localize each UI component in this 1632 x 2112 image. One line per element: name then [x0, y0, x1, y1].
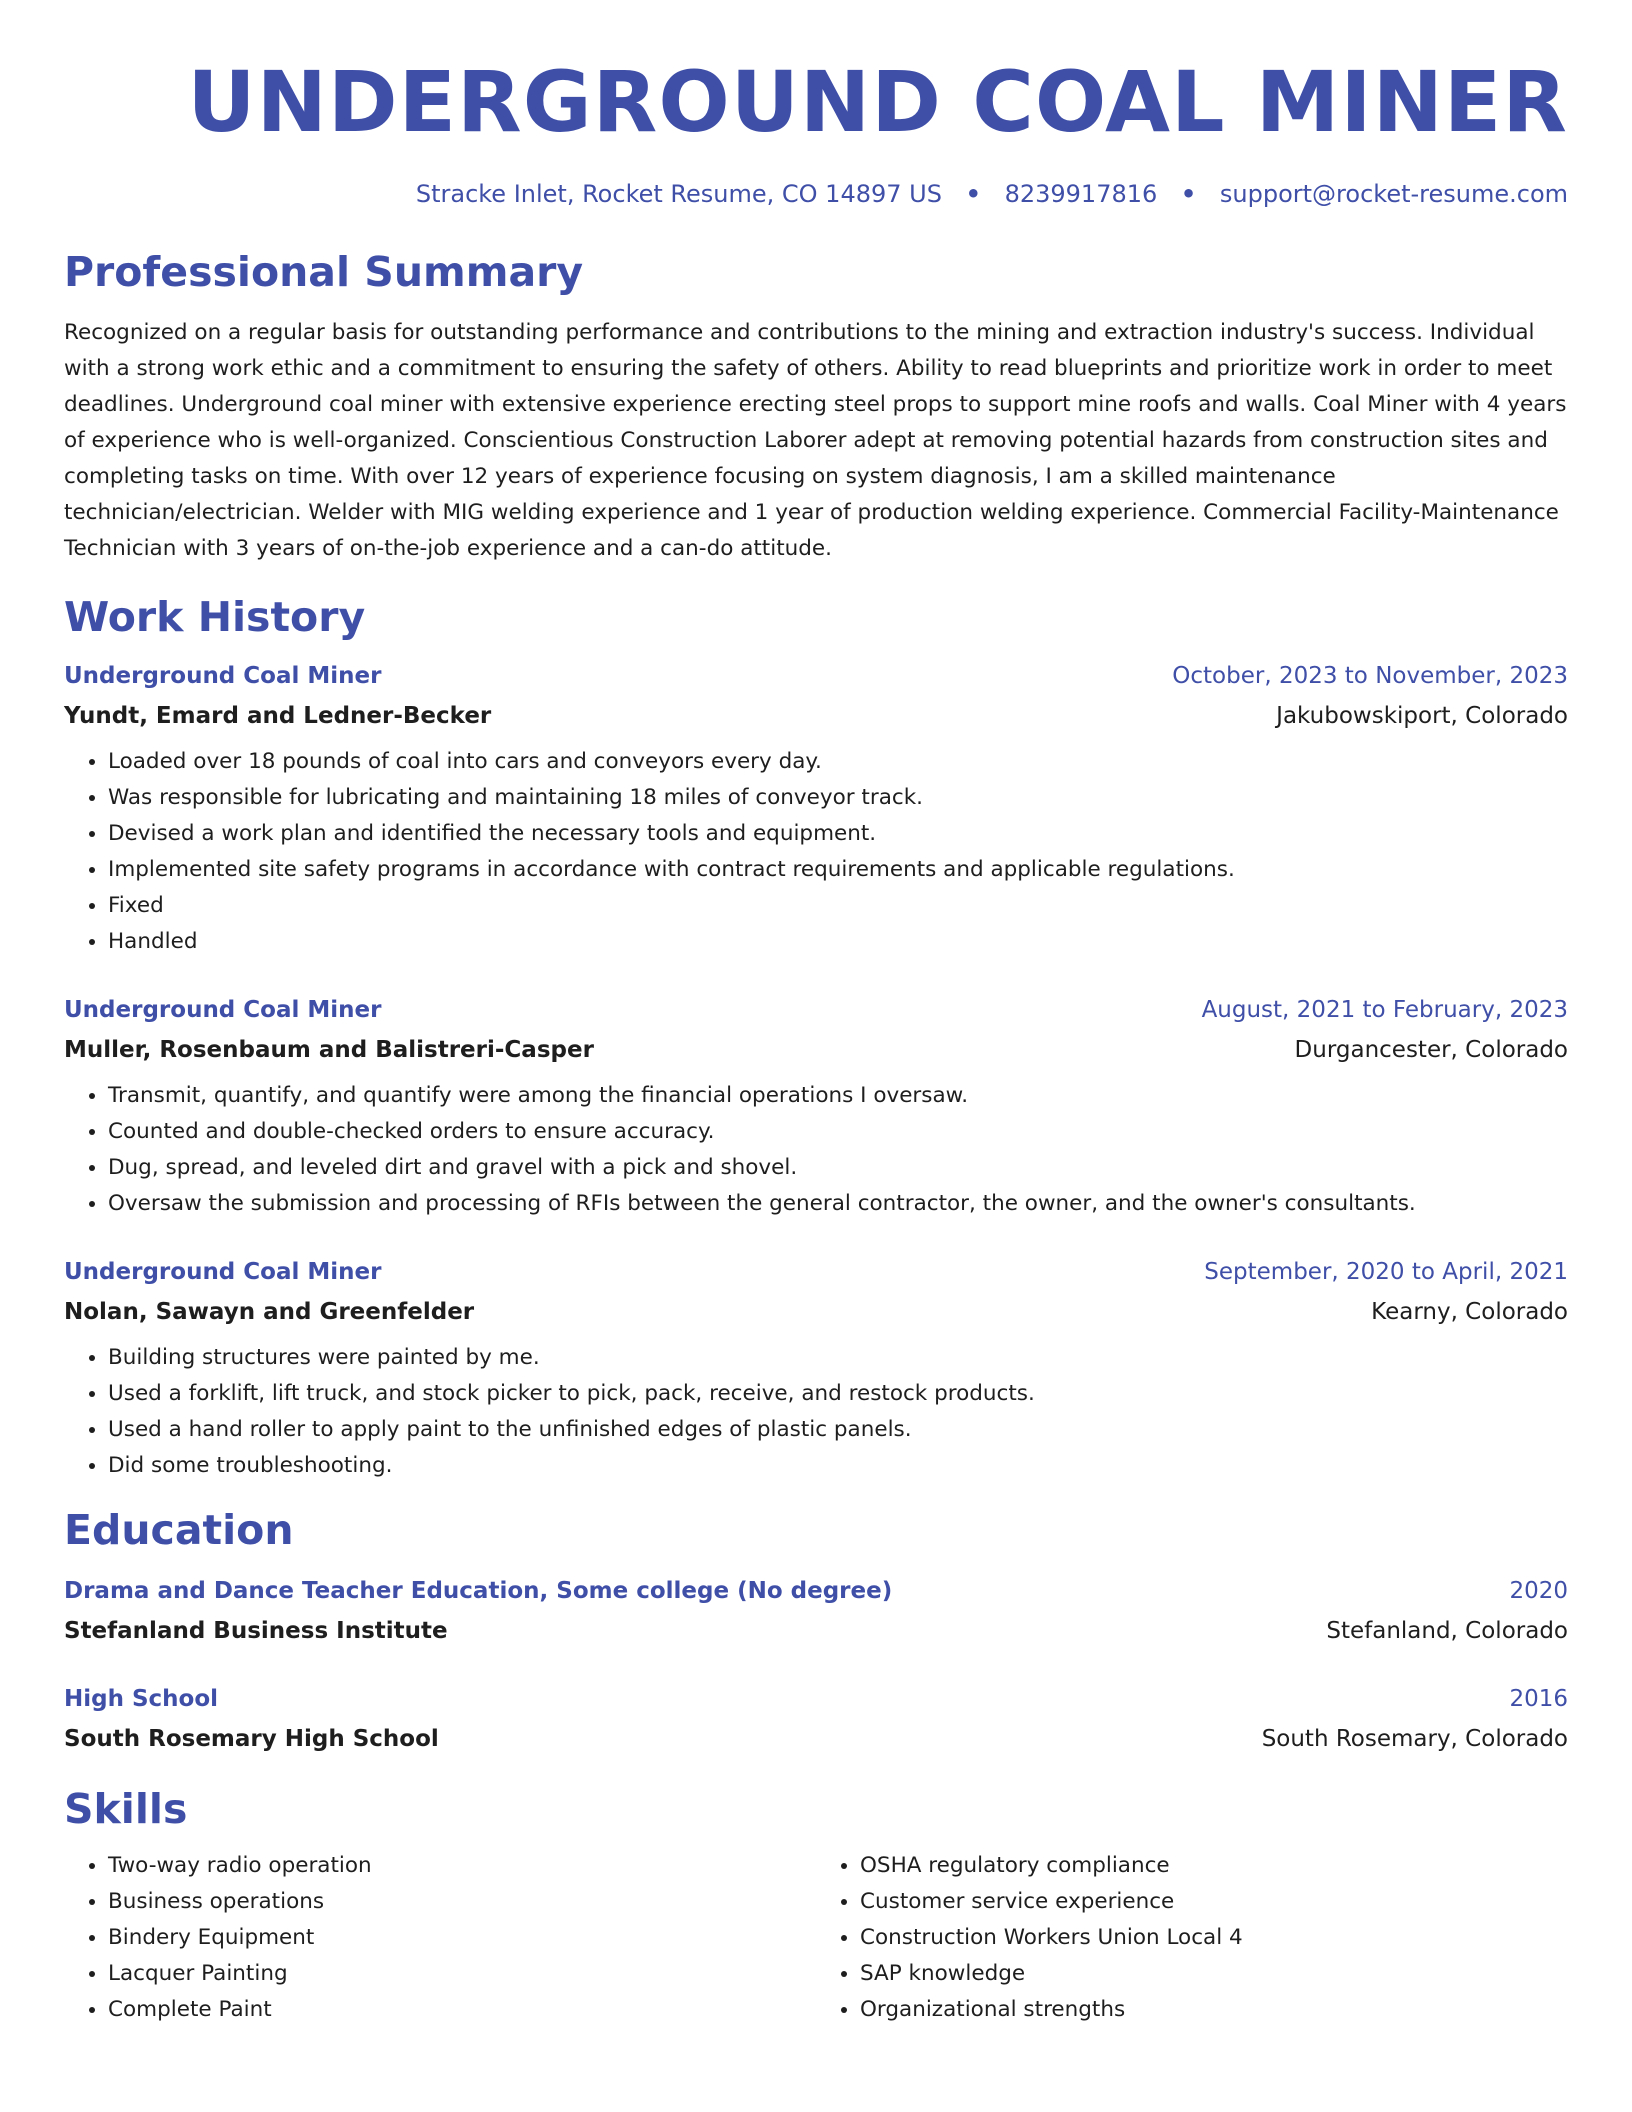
education-year: 2016 — [1509, 1686, 1568, 1712]
job-bullet: • Loaded over 18 pounds of coal into cars and conveyors every day. — [108, 744, 1568, 780]
contact-separator: • — [1180, 180, 1197, 208]
job-entry — [64, 1252, 1568, 1484]
job-company: Muller, Rosenbaum and Balistreri-Casper — [64, 1037, 594, 1063]
job-bullet: • Dug, spread, and leveled dirt and gravel with a pick and shovel. — [108, 1150, 1568, 1186]
job-dates: September, 2020 to April, 2021 — [1204, 1259, 1568, 1285]
education-location: South Rosemary, Colorado — [1261, 1726, 1568, 1752]
job-bullets — [64, 1078, 1568, 1222]
contact-separator: • — [965, 180, 981, 208]
job-title: Underground Coal Miner — [64, 997, 382, 1023]
skills-column-right — [816, 1848, 1568, 2028]
job-bullets — [64, 1340, 1568, 1484]
job-bullet: • Implemented site safety programs in accordance with contract requirements and applicable regulations. — [108, 852, 1568, 888]
job-bullet: • Counted and double-checked orders to ensure accuracy. — [108, 1114, 1568, 1150]
contact-address: Stracke Inlet, Rocket Resume, CO 14897 US — [415, 180, 942, 208]
skills-heading: Skills — [64, 1785, 188, 1833]
resume-name: UNDERGROUND COAL MINER — [187, 53, 1568, 151]
education-location: Stefanland, Colorado — [1326, 1618, 1568, 1644]
contact-email: support@rocket-resume.com — [1219, 180, 1568, 208]
skills-column-left — [64, 1848, 816, 2028]
skill-item: • Two-way radio operation — [108, 1848, 816, 1884]
education-school: Stefanland Business Institute — [64, 1618, 448, 1644]
skill-item: • OSHA regulatory compliance — [860, 1848, 1568, 1884]
job-location: Durgancester, Colorado — [1294, 1037, 1568, 1063]
education-heading: Education — [64, 1506, 294, 1554]
education-entry — [64, 1571, 1568, 1651]
job-bullet: • Fixed — [108, 888, 1568, 924]
resume-page — [64, 0, 1568, 2028]
skill-item: • Customer service experience — [860, 1884, 1568, 1920]
skill-item: • SAP knowledge — [860, 1956, 1568, 1992]
skill-item: • Business operations — [108, 1884, 816, 1920]
job-bullet: • Was responsible for lubricating and maintaining 18 miles of conveyor track. — [108, 780, 1568, 816]
education-degree: Drama and Dance Teacher Education, Some college (No degree) — [64, 1578, 893, 1604]
contact-line — [64, 180, 1568, 208]
job-bullet: • Building structures were painted by me. — [108, 1340, 1568, 1376]
skill-item: • Complete Paint — [108, 1992, 816, 2028]
contact-phone: 8239917816 — [1004, 180, 1158, 208]
summary-heading: Professional Summary — [64, 248, 584, 296]
job-bullet: • Did some troubleshooting. — [108, 1448, 1568, 1484]
skill-item: • Lacquer Painting — [108, 1956, 816, 1992]
job-dates: October, 2023 to November, 2023 — [1172, 663, 1568, 689]
skill-item: • Organizational strengths — [860, 1992, 1568, 2028]
education-year: 2020 — [1509, 1578, 1568, 1604]
skill-item: • Bindery Equipment — [108, 1920, 816, 1956]
job-location: Jakubowskiport, Colorado — [1276, 703, 1568, 729]
job-bullet: • Handled — [108, 924, 1568, 960]
job-bullet: • Used a forklift, lift truck, and stock picker to pick, pack, receive, and restock products. — [108, 1376, 1568, 1412]
job-bullet: • Transmit, quantify, and quantify were among the financial operations I oversaw. — [108, 1078, 1568, 1114]
job-company: Yundt, Emard and Ledner-Becker — [64, 703, 492, 729]
summary-text: Recognized on a regular basis for outstanding performance and contributions to the mining and extraction industry's success. Individual with a strong work ethic and a commitment to ensuring the safety of others. Ability to read blueprints and prioritize work in order to meet deadlines. Underground coal miner with extensive experience erecting steel props to support mine roofs and walls. Coal Miner with 4 years of experience who is well-organized. Conscientious Construction Laborer adept at removing potential hazards from construction sites and completing tasks on time. With over 12 years of experience focusing on system diagnosis, I am a skilled maintenance technician/electrician. Welder with MIG welding experience and 1 year of production welding experience. Commercial Facility-Maintenance Technician with 3 years of on-the-job experience and a can-do attitude. — [64, 320, 1567, 561]
job-bullet: • Used a hand roller to apply paint to the unfinished edges of plastic panels. — [108, 1412, 1568, 1448]
education-degree: High School — [64, 1686, 219, 1712]
skills-list — [64, 1848, 1568, 2028]
job-title: Underground Coal Miner — [64, 1259, 382, 1285]
education-entry — [64, 1679, 1568, 1759]
work-history-heading: Work History — [64, 593, 366, 641]
job-bullet: • Devised a work plan and identified the necessary tools and equipment. — [108, 816, 1568, 852]
job-entry — [64, 656, 1568, 960]
job-dates: August, 2021 to February, 2023 — [1201, 997, 1568, 1023]
job-location: Kearny, Colorado — [1371, 1299, 1568, 1325]
job-entry — [64, 990, 1568, 1222]
job-title: Underground Coal Miner — [64, 663, 382, 689]
skill-item: • Construction Workers Union Local 4 — [860, 1920, 1568, 1956]
job-bullet: • Oversaw the submission and processing of RFIs between the general contractor, the owner, and the owner's consultants. — [108, 1186, 1568, 1222]
job-company: Nolan, Sawayn and Greenfelder — [64, 1299, 475, 1325]
job-bullets — [64, 744, 1568, 960]
education-school: South Rosemary High School — [64, 1726, 439, 1752]
